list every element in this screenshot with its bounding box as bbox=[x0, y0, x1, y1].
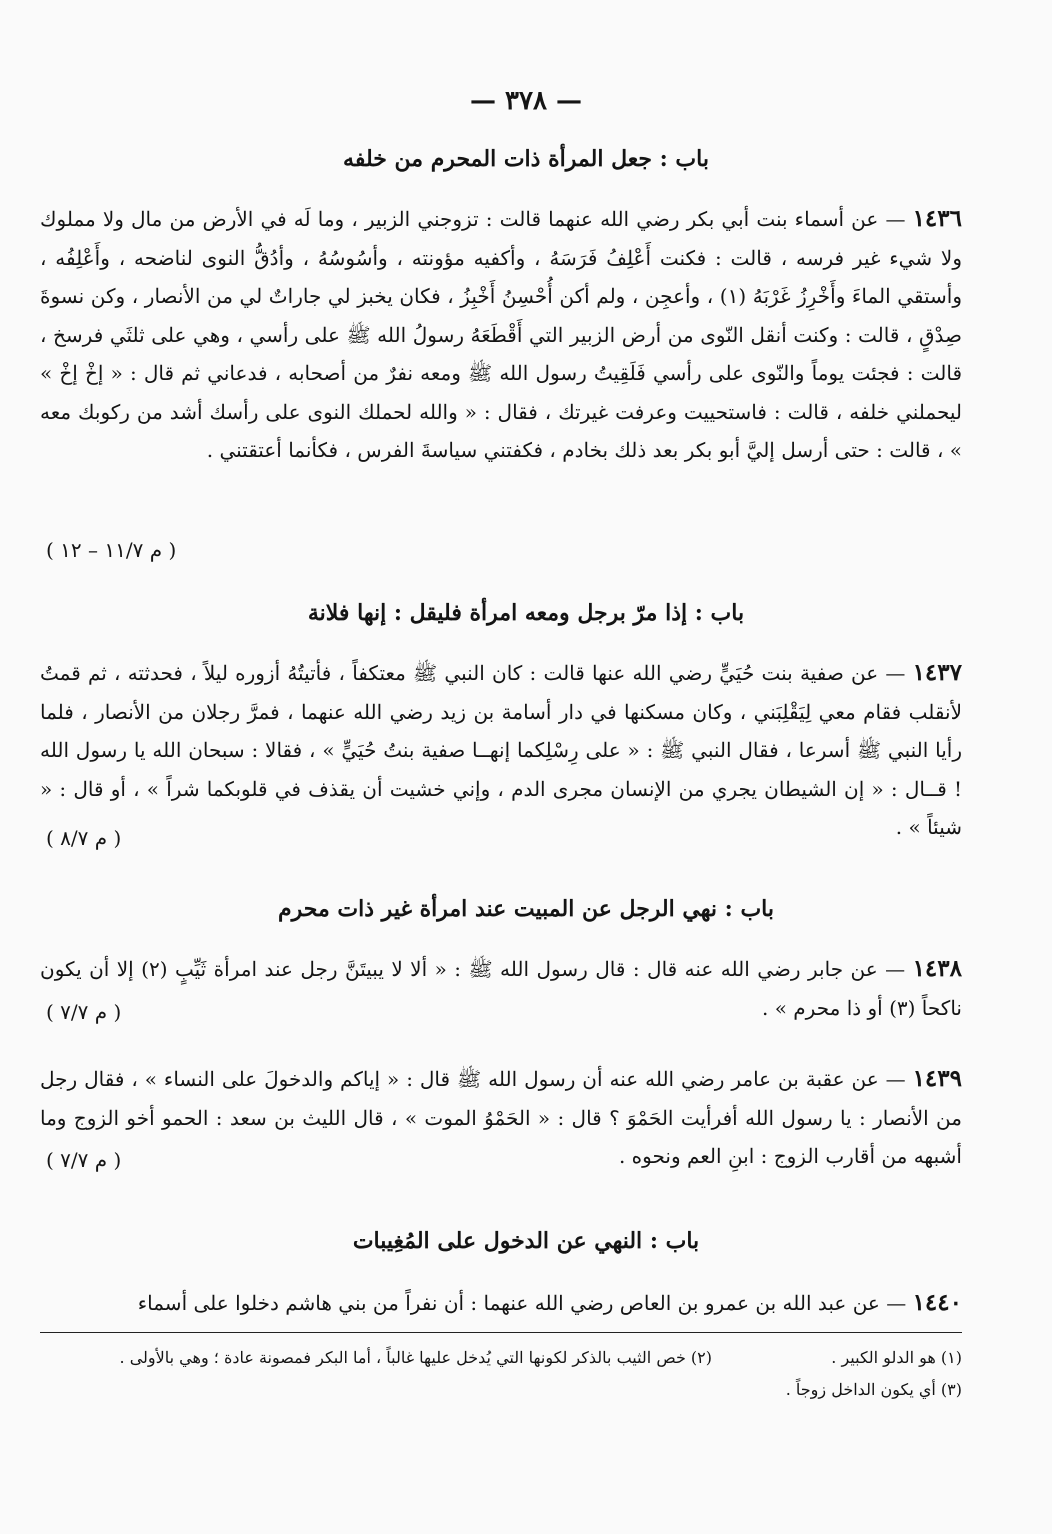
source-reference: ( م ٧/٧ ) bbox=[46, 1000, 122, 1024]
footnote-3: (٣) أي يكون الداخل زوجاً . bbox=[785, 1380, 962, 1399]
page-number: — ٣٧٨ — bbox=[469, 86, 583, 116]
hadith-number: ١٤٣٦ bbox=[912, 205, 962, 232]
hadith-text: — عن عقبة بن عامر رضي الله عنه أن رسول الله ﷺ قال : « إياكم والدخولَ على النساء » ، فقال رجل من الأنصار : يا رسول الله أفرأيت الحَمْوَ ؟ قال : « الحَمْوُ الموت » ، قال الليث بن سعد : الحمو أخو الزوج وما أشبهه من أقارب الزوج : ابنِ العم ونحوه . bbox=[40, 1067, 962, 1168]
section-heading-3: باب : نهي الرجل عن المبيت عند امرأة غير ذات محرم bbox=[278, 896, 774, 922]
hadith-1438 bbox=[40, 950, 962, 1030]
hadith-number: ١٤٣٩ bbox=[912, 1065, 962, 1092]
source-reference: ( م ٧/٧ ) bbox=[46, 1148, 122, 1172]
hadith-text: — عن عبد الله بن عمرو بن العاص رضي الله عنهما : أن نفراً من بني هاشم دخلوا على أسماء bbox=[137, 1291, 907, 1315]
hadith-text: — عن أسماء بنت أبي بكر رضي الله عنهما قالت : تزوجني الزبير ، وما لَه في الأرض من مال ولا مملوك ولا شيء غير فرسه ، قالت : فكنت أَعْلِفُ فَرَسَهُ ، وأكفيه مؤونته ، وأسُوسُهُ ، وأدُقُّ النوى لناضحه ، وأَعْلِفُه ، وأستقي الماءَ وأَخْرِزُ غَرْبَهُ (١) ، وأعجِن ، ولم أكن أُحْسِنُ أَخْبِزُ ، فكان يخبز لي جاراتٌ لي من الأنصار ، وكن نسوةَ صِدْقٍ ، قالت : وكنت أنقل النّوى من أرض الزبير التي أَقْطَعَهُ رسولُ الله ﷺ على رأسي ، وهي على ثلثَي فرسخ ، قالت : فجئت يوماً والنّوى على رأسي فَلَقِيتُ رسول الله ﷺ ومعه نفرٌ من أصحابه ، فدعاني ثم قال : « إخْ إخْ » ليحملني خلفه ، قالت : فاستحييت وعرفت غيرتك ، فقال : « والله لحملك النوى على رأسك أشد من ركوبك معه » ، قالت : حتى أرسل إليَّ أبو بكر بعد ذلك بخادم ، فكفتني سياسةَ الفرس ، فكأنما أعتقتني . bbox=[40, 207, 962, 462]
hadith-1437 bbox=[40, 654, 962, 849]
section-heading-2: باب : إذا مرّ برجل ومعه امرأة فليقل : إنها فلانة bbox=[307, 600, 745, 626]
section-heading-5: باب : النهي عن الدخول على المُغِيبات bbox=[352, 1228, 700, 1254]
footnote-2: (٢) خص الثيب بالذكر لكونها التي يُدخل عليها غالباً ، أما البكر فمصونة عادة ؛ وهي بالأولى . bbox=[119, 1348, 712, 1367]
hadith-1440 bbox=[40, 1284, 962, 1326]
hadith-number: ١٤٤٠ bbox=[912, 1289, 962, 1316]
hadith-1439 bbox=[40, 1060, 962, 1180]
hadith-1436 bbox=[40, 200, 962, 530]
footnote-1: (١) هو الدلو الكبير . bbox=[831, 1348, 962, 1367]
footnote-separator bbox=[40, 1332, 962, 1333]
hadith-text: — عن جابر رضي الله عنه قال : قال رسول الله ﷺ : « ألا لا يبيتَنَّ رجل عند امرأة ثَيِّبٍ (٢) إلا أن يكون ناكحاً (٣) أو ذا محرم » . bbox=[40, 957, 962, 1020]
section-heading-1: باب : جعل المرأة ذات المحرم من خلفه bbox=[343, 146, 709, 172]
hadith-number: ١٤٣٨ bbox=[912, 955, 962, 982]
hadith-number: ١٤٣٧ bbox=[912, 659, 962, 686]
hadith-text: — عن صفية بنت حُيَيٍّ رضي الله عنها قالت : كان النبي ﷺ معتكفاً ، فأتيتُهُ أزوره ليلاً ، فحدثته ، ثم قمتُ لأنقلب فقام معي لِيَقْلِبَني ، وكان مسكنها في دار أسامة بن زيد رضي الله عنهما ، فمرَّ رجلان من الأنصار ، فلما رأيا النبي ﷺ أسرعا ، فقال النبي ﷺ : « على رِسْلِكما إنهــا صفية بنتُ حُيَيٍّ » ، فقالا : سبحان الله يا رسول الله ! قــال : « إن الشيطان يجري من الإنسان مجرى الدم ، وإني خشيت أن يقذف في قلوبكما شراً » ، أو قال : « شيئاً » . bbox=[40, 661, 962, 839]
source-reference: ( م ١١/٧ – ١٢ ) bbox=[46, 538, 177, 562]
source-reference: ( م ٨/٧ ) bbox=[46, 826, 122, 850]
